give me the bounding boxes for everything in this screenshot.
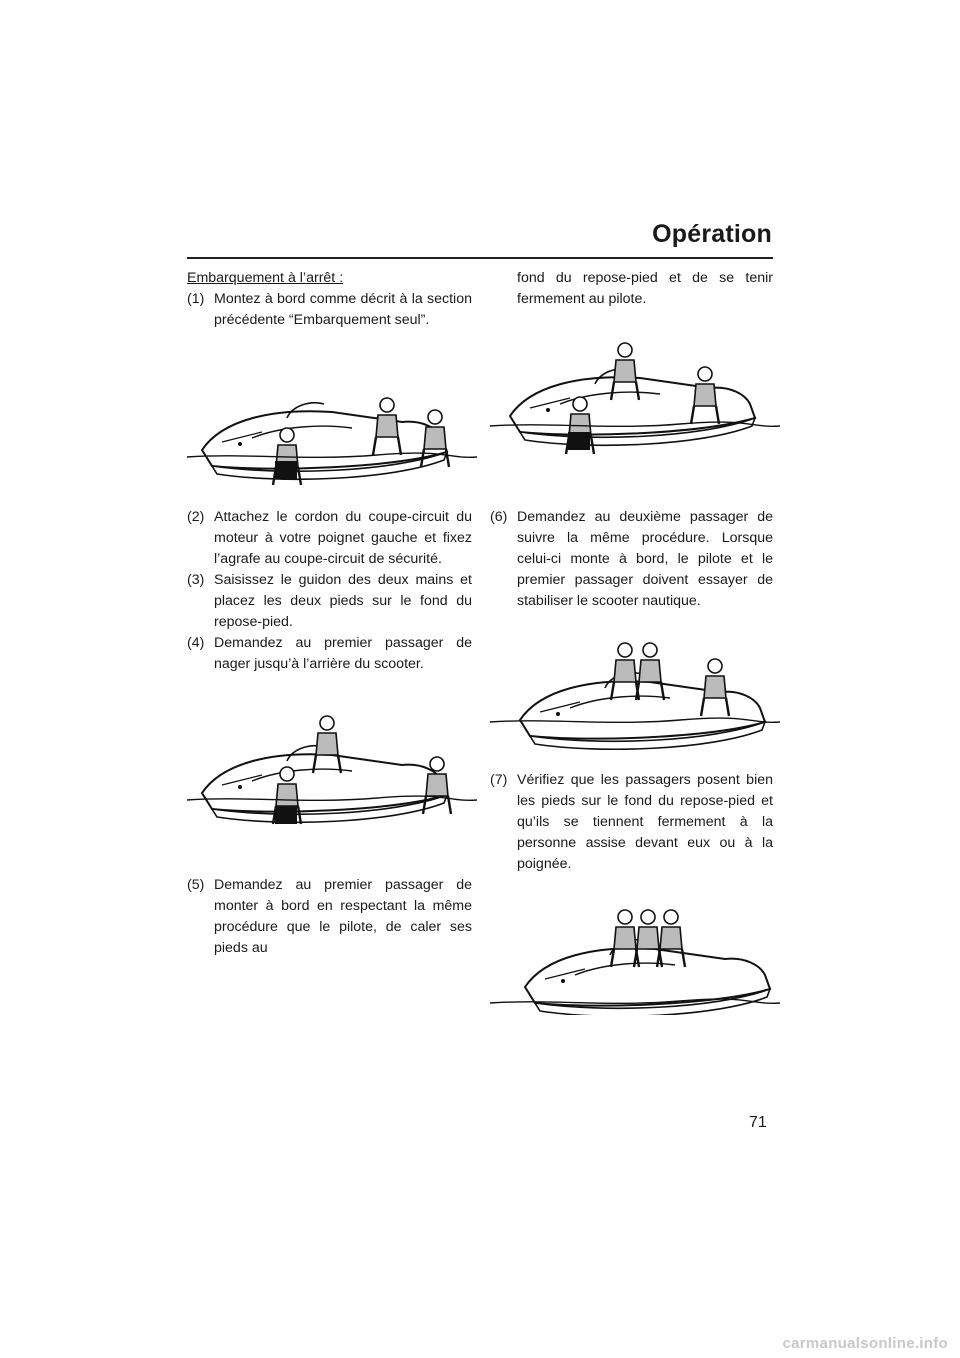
figure-boarding-1 xyxy=(187,375,477,485)
step-number: (5) xyxy=(187,877,205,893)
step-text: Demandez au deuxième passager de suivre la même procédure. Lorsque celui-ci monte à bord, le pilote et le premier passager doivent essayer de stabiliser le scooter nautique. xyxy=(517,509,773,609)
step-text: Demandez au premier passager de monter à bord en respectant la même procédure que le pilote, de caler ses pieds au xyxy=(214,877,472,956)
step-1 xyxy=(187,289,472,331)
step-text: Vérifiez que les passagers posent bien les pieds sur le fond du repose-pied et qu’ils se tiennent fermement à la personne assise devant eux ou à la poignée. xyxy=(517,772,773,872)
step-text: Demandez au premier passager de nager jusqu’à l’arrière du scooter. xyxy=(214,635,472,672)
subheading: Embarquement à l’arrêt : xyxy=(187,270,344,286)
right-block-2 xyxy=(490,507,773,612)
title-rule xyxy=(187,257,773,259)
page-number: 71 xyxy=(749,1114,767,1131)
step-3 xyxy=(187,570,472,633)
page-title: Opération xyxy=(652,220,772,248)
step-number: (7) xyxy=(490,772,508,788)
figure-boarding-5 xyxy=(490,905,780,1015)
step-text: Montez à bord comme décrit à la section précédente “Embarquement seul”. xyxy=(214,291,472,328)
step-5 xyxy=(187,875,472,959)
left-block-2 xyxy=(187,507,472,675)
right-block-3 xyxy=(490,770,773,875)
step-text: Saisissez le guidon des deux mains et placez les deux pieds sur le fond du repose-pied. xyxy=(214,572,472,630)
left-block-3 xyxy=(187,875,472,959)
step-2 xyxy=(187,507,472,570)
step-6 xyxy=(490,507,773,612)
step-number: (3) xyxy=(187,572,205,588)
left-block-1 xyxy=(187,268,472,331)
right-block-1 xyxy=(490,268,773,310)
step-number: (6) xyxy=(490,509,508,525)
step-5-continued xyxy=(490,268,773,310)
figure-boarding-3 xyxy=(490,338,780,458)
step-4 xyxy=(187,633,472,675)
step-number: (1) xyxy=(187,291,205,307)
step-number: (2) xyxy=(187,509,205,525)
step-number: (4) xyxy=(187,635,205,651)
figure-boarding-4 xyxy=(490,630,780,750)
step-7 xyxy=(490,770,773,875)
step-text: Attachez le cordon du coupe-circuit du moteur à votre poignet gauche et fixez l’agrafe au coupe-circuit de sécurité. xyxy=(214,509,472,567)
watermark: carmanualsonline.info xyxy=(782,1335,948,1352)
step-text: fond du repose-pied et de se tenir fermement au pilote. xyxy=(517,270,773,307)
figure-boarding-2 xyxy=(187,708,477,828)
